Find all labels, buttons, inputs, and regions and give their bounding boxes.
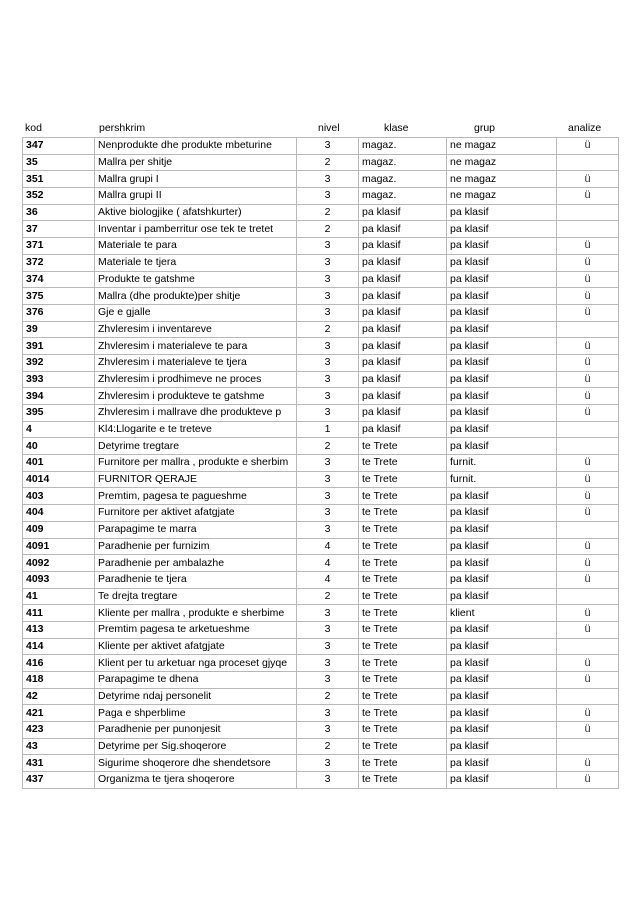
cell-kod: 41 bbox=[23, 588, 95, 605]
cell-kod: 37 bbox=[23, 221, 95, 238]
table-row bbox=[23, 521, 619, 538]
cell-nivel: 3 bbox=[297, 772, 359, 789]
cell-pershkrim: Gje e gjalle bbox=[95, 304, 297, 321]
table-row bbox=[23, 471, 619, 488]
table-row bbox=[23, 655, 619, 672]
cell-analize: ü bbox=[557, 655, 619, 672]
cell-analize: ü bbox=[557, 538, 619, 555]
cell-klase: pa klasif bbox=[359, 254, 447, 271]
cell-grup: pa klasif bbox=[447, 254, 557, 271]
cell-nivel: 2 bbox=[297, 321, 359, 338]
cell-grup: pa klasif bbox=[447, 722, 557, 739]
cell-kod: 409 bbox=[23, 521, 95, 538]
cell-kod: 423 bbox=[23, 722, 95, 739]
cell-nivel: 3 bbox=[297, 722, 359, 739]
cell-klase: te Trete bbox=[359, 605, 447, 622]
cell-pershkrim: Premtim, pagesa te pagueshme bbox=[95, 488, 297, 505]
cell-klase: te Trete bbox=[359, 538, 447, 555]
cell-klase: pa klasif bbox=[359, 405, 447, 422]
cell-analize: ü bbox=[557, 138, 619, 155]
table-row bbox=[23, 288, 619, 305]
table-row bbox=[23, 571, 619, 588]
cell-kod: 371 bbox=[23, 238, 95, 255]
cell-grup: pa klasif bbox=[447, 672, 557, 689]
cell-nivel: 3 bbox=[297, 621, 359, 638]
cell-pershkrim: Inventar i pamberritur ose tek te tretet bbox=[95, 221, 297, 238]
cell-analize: ü bbox=[557, 488, 619, 505]
cell-nivel: 4 bbox=[297, 555, 359, 572]
cell-nivel: 3 bbox=[297, 354, 359, 371]
cell-kod: 416 bbox=[23, 655, 95, 672]
cell-kod: 411 bbox=[23, 605, 95, 622]
cell-analize bbox=[557, 521, 619, 538]
cell-analize: ü bbox=[557, 621, 619, 638]
table-row bbox=[23, 254, 619, 271]
cell-grup: pa klasif bbox=[447, 655, 557, 672]
cell-grup: ne magaz bbox=[447, 188, 557, 205]
cell-nivel: 3 bbox=[297, 254, 359, 271]
table-row bbox=[23, 421, 619, 438]
cell-analize bbox=[557, 221, 619, 238]
cell-analize bbox=[557, 588, 619, 605]
accounts-table bbox=[22, 137, 619, 789]
cell-klase: te Trete bbox=[359, 438, 447, 455]
cell-kod: 42 bbox=[23, 688, 95, 705]
table-row bbox=[23, 221, 619, 238]
cell-nivel: 2 bbox=[297, 738, 359, 755]
cell-grup: pa klasif bbox=[447, 421, 557, 438]
cell-kod: 39 bbox=[23, 321, 95, 338]
cell-pershkrim: Aktive biologjike ( afatshkurter) bbox=[95, 204, 297, 221]
cell-analize: ü bbox=[557, 254, 619, 271]
cell-pershkrim: Paradhenie per ambalazhe bbox=[95, 555, 297, 572]
cell-grup: furnit. bbox=[447, 471, 557, 488]
cell-pershkrim: Mallra per shitje bbox=[95, 154, 297, 171]
cell-kod: 414 bbox=[23, 638, 95, 655]
cell-nivel: 3 bbox=[297, 138, 359, 155]
cell-kod: 351 bbox=[23, 171, 95, 188]
cell-klase: te Trete bbox=[359, 621, 447, 638]
table-row bbox=[23, 438, 619, 455]
cell-pershkrim: Produkte te gatshme bbox=[95, 271, 297, 288]
cell-analize: ü bbox=[557, 455, 619, 472]
cell-kod: 4091 bbox=[23, 538, 95, 555]
cell-pershkrim: Premtim pagesa te arketueshme bbox=[95, 621, 297, 638]
table-row bbox=[23, 688, 619, 705]
cell-nivel: 3 bbox=[297, 605, 359, 622]
cell-nivel: 1 bbox=[297, 421, 359, 438]
cell-nivel: 4 bbox=[297, 538, 359, 555]
table-row bbox=[23, 138, 619, 155]
cell-klase: magaz. bbox=[359, 171, 447, 188]
cell-klase: te Trete bbox=[359, 688, 447, 705]
cell-kod: 376 bbox=[23, 304, 95, 321]
table-row bbox=[23, 204, 619, 221]
cell-kod: 40 bbox=[23, 438, 95, 455]
cell-pershkrim: Zhvleresim i materialeve te tjera bbox=[95, 354, 297, 371]
cell-nivel: 3 bbox=[297, 188, 359, 205]
table-row bbox=[23, 371, 619, 388]
cell-analize: ü bbox=[557, 722, 619, 739]
cell-pershkrim: Zhvleresim i prodhimeve ne proces bbox=[95, 371, 297, 388]
cell-pershkrim: Furnitore per mallra , produkte e sherbim bbox=[95, 455, 297, 472]
cell-klase: pa klasif bbox=[359, 354, 447, 371]
cell-grup: pa klasif bbox=[447, 638, 557, 655]
header-pershkrim: pershkrim bbox=[99, 122, 146, 134]
cell-klase: pa klasif bbox=[359, 371, 447, 388]
cell-grup: pa klasif bbox=[447, 388, 557, 405]
cell-analize: ü bbox=[557, 354, 619, 371]
cell-klase: pa klasif bbox=[359, 238, 447, 255]
header-grup: grup bbox=[474, 122, 496, 134]
cell-analize: ü bbox=[557, 672, 619, 689]
cell-pershkrim: Paga e shperblime bbox=[95, 705, 297, 722]
cell-pershkrim: Zhvleresim i materialeve te para bbox=[95, 338, 297, 355]
cell-analize: ü bbox=[557, 505, 619, 522]
cell-klase: te Trete bbox=[359, 455, 447, 472]
table-row bbox=[23, 505, 619, 522]
cell-nivel: 3 bbox=[297, 488, 359, 505]
cell-klase: te Trete bbox=[359, 571, 447, 588]
cell-nivel: 2 bbox=[297, 688, 359, 705]
header-kod: kod bbox=[25, 122, 42, 134]
cell-grup: pa klasif bbox=[447, 688, 557, 705]
cell-klase: te Trete bbox=[359, 588, 447, 605]
table-row bbox=[23, 722, 619, 739]
cell-kod: 401 bbox=[23, 455, 95, 472]
cell-grup: pa klasif bbox=[447, 738, 557, 755]
table-row bbox=[23, 271, 619, 288]
cell-nivel: 3 bbox=[297, 638, 359, 655]
table-row bbox=[23, 538, 619, 555]
table-row bbox=[23, 304, 619, 321]
cell-klase: te Trete bbox=[359, 555, 447, 572]
cell-pershkrim: Mallra grupi I bbox=[95, 171, 297, 188]
cell-nivel: 2 bbox=[297, 588, 359, 605]
cell-nivel: 2 bbox=[297, 221, 359, 238]
cell-kod: 375 bbox=[23, 288, 95, 305]
cell-nivel: 3 bbox=[297, 705, 359, 722]
cell-pershkrim: Klient per tu arketuar nga proceset gjyqe bbox=[95, 655, 297, 672]
cell-nivel: 3 bbox=[297, 304, 359, 321]
cell-kod: 403 bbox=[23, 488, 95, 505]
cell-grup: pa klasif bbox=[447, 221, 557, 238]
cell-kod: 374 bbox=[23, 271, 95, 288]
cell-nivel: 3 bbox=[297, 371, 359, 388]
table-row bbox=[23, 705, 619, 722]
cell-nivel: 3 bbox=[297, 288, 359, 305]
cell-analize: ü bbox=[557, 772, 619, 789]
table-row bbox=[23, 672, 619, 689]
cell-klase: pa klasif bbox=[359, 321, 447, 338]
cell-analize: ü bbox=[557, 271, 619, 288]
cell-kod: 4093 bbox=[23, 571, 95, 588]
cell-kod: 394 bbox=[23, 388, 95, 405]
cell-pershkrim: Zhvleresim i mallrave dhe produkteve p bbox=[95, 405, 297, 422]
cell-pershkrim: Mallra (dhe produkte)per shitje bbox=[95, 288, 297, 305]
cell-kod: 4092 bbox=[23, 555, 95, 572]
cell-nivel: 4 bbox=[297, 571, 359, 588]
cell-pershkrim: Mallra grupi II bbox=[95, 188, 297, 205]
cell-klase: magaz. bbox=[359, 188, 447, 205]
header-row bbox=[22, 120, 618, 137]
cell-analize: ü bbox=[557, 705, 619, 722]
table-row bbox=[23, 621, 619, 638]
cell-pershkrim: Organizma te tjera shoqerore bbox=[95, 772, 297, 789]
cell-kod: 43 bbox=[23, 738, 95, 755]
cell-klase: pa klasif bbox=[359, 338, 447, 355]
cell-klase: pa klasif bbox=[359, 221, 447, 238]
cell-analize: ü bbox=[557, 338, 619, 355]
cell-klase: pa klasif bbox=[359, 421, 447, 438]
header-analize: analize bbox=[568, 122, 602, 134]
cell-grup: pa klasif bbox=[447, 238, 557, 255]
table-row bbox=[23, 171, 619, 188]
cell-nivel: 3 bbox=[297, 655, 359, 672]
cell-grup: pa klasif bbox=[447, 271, 557, 288]
cell-klase: pa klasif bbox=[359, 288, 447, 305]
cell-pershkrim: Detyrime tregtare bbox=[95, 438, 297, 455]
cell-grup: pa klasif bbox=[447, 588, 557, 605]
cell-klase: te Trete bbox=[359, 672, 447, 689]
cell-grup: pa klasif bbox=[447, 705, 557, 722]
cell-pershkrim: Sigurime shoqerore dhe shendetsore bbox=[95, 755, 297, 772]
cell-analize bbox=[557, 738, 619, 755]
cell-analize bbox=[557, 638, 619, 655]
cell-analize: ü bbox=[557, 471, 619, 488]
cell-grup: pa klasif bbox=[447, 304, 557, 321]
table-body bbox=[23, 138, 619, 789]
cell-grup: ne magaz bbox=[447, 138, 557, 155]
cell-nivel: 3 bbox=[297, 672, 359, 689]
cell-nivel: 2 bbox=[297, 204, 359, 221]
cell-kod: 418 bbox=[23, 672, 95, 689]
cell-analize bbox=[557, 204, 619, 221]
cell-analize: ü bbox=[557, 238, 619, 255]
cell-analize bbox=[557, 438, 619, 455]
cell-pershkrim: Paradhenie per furnizim bbox=[95, 538, 297, 555]
cell-klase: te Trete bbox=[359, 755, 447, 772]
cell-klase: magaz. bbox=[359, 138, 447, 155]
cell-klase: te Trete bbox=[359, 505, 447, 522]
cell-analize bbox=[557, 321, 619, 338]
cell-kod: 404 bbox=[23, 505, 95, 522]
cell-kod: 391 bbox=[23, 338, 95, 355]
cell-pershkrim: Parapagime te marra bbox=[95, 521, 297, 538]
cell-kod: 35 bbox=[23, 154, 95, 171]
cell-grup: pa klasif bbox=[447, 204, 557, 221]
cell-nivel: 3 bbox=[297, 238, 359, 255]
cell-grup: pa klasif bbox=[447, 371, 557, 388]
cell-analize: ü bbox=[557, 371, 619, 388]
cell-grup: pa klasif bbox=[447, 405, 557, 422]
cell-klase: te Trete bbox=[359, 638, 447, 655]
cell-kod: 393 bbox=[23, 371, 95, 388]
header-nivel: nivel bbox=[318, 122, 340, 134]
table-row bbox=[23, 772, 619, 789]
table-row bbox=[23, 238, 619, 255]
cell-analize: ü bbox=[557, 555, 619, 572]
cell-analize bbox=[557, 688, 619, 705]
table-row bbox=[23, 638, 619, 655]
cell-pershkrim: Paradhenie te tjera bbox=[95, 571, 297, 588]
cell-analize: ü bbox=[557, 605, 619, 622]
cell-klase: pa klasif bbox=[359, 388, 447, 405]
cell-nivel: 3 bbox=[297, 755, 359, 772]
cell-analize: ü bbox=[557, 405, 619, 422]
cell-kod: 372 bbox=[23, 254, 95, 271]
cell-grup: furnit. bbox=[447, 455, 557, 472]
cell-grup: klient bbox=[447, 605, 557, 622]
cell-pershkrim: FURNITOR QERAJE bbox=[95, 471, 297, 488]
cell-kod: 36 bbox=[23, 204, 95, 221]
cell-kod: 395 bbox=[23, 405, 95, 422]
table-row bbox=[23, 154, 619, 171]
cell-pershkrim: Kl4:Llogarite e te treteve bbox=[95, 421, 297, 438]
cell-pershkrim: Parapagime te dhena bbox=[95, 672, 297, 689]
cell-klase: te Trete bbox=[359, 722, 447, 739]
cell-grup: pa klasif bbox=[447, 354, 557, 371]
cell-grup: pa klasif bbox=[447, 438, 557, 455]
cell-pershkrim: Kliente per mallra , produkte e sherbime bbox=[95, 605, 297, 622]
cell-analize: ü bbox=[557, 571, 619, 588]
cell-grup: pa klasif bbox=[447, 521, 557, 538]
cell-pershkrim: Zhvleresim i produkteve te gatshme bbox=[95, 388, 297, 405]
cell-analize bbox=[557, 154, 619, 171]
cell-grup: pa klasif bbox=[447, 538, 557, 555]
cell-klase: te Trete bbox=[359, 655, 447, 672]
cell-pershkrim: Materiale te tjera bbox=[95, 254, 297, 271]
table-row bbox=[23, 738, 619, 755]
table-row bbox=[23, 588, 619, 605]
cell-nivel: 3 bbox=[297, 455, 359, 472]
cell-nivel: 3 bbox=[297, 405, 359, 422]
cell-pershkrim: Kliente per aktivet afatgjate bbox=[95, 638, 297, 655]
cell-grup: pa klasif bbox=[447, 755, 557, 772]
table-row bbox=[23, 755, 619, 772]
cell-grup: ne magaz bbox=[447, 171, 557, 188]
cell-kod: 392 bbox=[23, 354, 95, 371]
cell-analize: ü bbox=[557, 188, 619, 205]
cell-nivel: 3 bbox=[297, 505, 359, 522]
cell-grup: pa klasif bbox=[447, 571, 557, 588]
cell-kod: 437 bbox=[23, 772, 95, 789]
cell-pershkrim: Nenprodukte dhe produkte mbeturine bbox=[95, 138, 297, 155]
cell-analize: ü bbox=[557, 304, 619, 321]
table-row bbox=[23, 388, 619, 405]
cell-pershkrim: Zhvleresim i inventareve bbox=[95, 321, 297, 338]
cell-pershkrim: Furnitore per aktivet afatgjate bbox=[95, 505, 297, 522]
table-row bbox=[23, 321, 619, 338]
cell-klase: magaz. bbox=[359, 154, 447, 171]
table-row bbox=[23, 555, 619, 572]
cell-pershkrim: Paradhenie per punonjesit bbox=[95, 722, 297, 739]
cell-klase: te Trete bbox=[359, 488, 447, 505]
cell-grup: pa klasif bbox=[447, 505, 557, 522]
cell-grup: pa klasif bbox=[447, 288, 557, 305]
cell-kod: 421 bbox=[23, 705, 95, 722]
cell-kod: 4 bbox=[23, 421, 95, 438]
table-row bbox=[23, 488, 619, 505]
cell-pershkrim: Materiale te para bbox=[95, 238, 297, 255]
cell-nivel: 2 bbox=[297, 438, 359, 455]
cell-analize: ü bbox=[557, 388, 619, 405]
accounts-sheet bbox=[22, 120, 618, 789]
table-row bbox=[23, 405, 619, 422]
table-row bbox=[23, 455, 619, 472]
cell-klase: te Trete bbox=[359, 471, 447, 488]
table-row bbox=[23, 354, 619, 371]
cell-grup: pa klasif bbox=[447, 488, 557, 505]
cell-kod: 4014 bbox=[23, 471, 95, 488]
header-klase: klase bbox=[384, 122, 409, 134]
cell-klase: te Trete bbox=[359, 772, 447, 789]
cell-klase: pa klasif bbox=[359, 271, 447, 288]
cell-analize bbox=[557, 421, 619, 438]
cell-klase: te Trete bbox=[359, 705, 447, 722]
cell-pershkrim: Detyrime per Sig.shoqerore bbox=[95, 738, 297, 755]
cell-nivel: 3 bbox=[297, 388, 359, 405]
table-row bbox=[23, 605, 619, 622]
cell-klase: pa klasif bbox=[359, 204, 447, 221]
table-row bbox=[23, 188, 619, 205]
cell-nivel: 3 bbox=[297, 271, 359, 288]
cell-klase: pa klasif bbox=[359, 304, 447, 321]
cell-grup: pa klasif bbox=[447, 621, 557, 638]
cell-nivel: 3 bbox=[297, 521, 359, 538]
cell-kod: 413 bbox=[23, 621, 95, 638]
table-row bbox=[23, 338, 619, 355]
cell-grup: ne magaz bbox=[447, 154, 557, 171]
cell-pershkrim: Detyrime ndaj personelit bbox=[95, 688, 297, 705]
cell-klase: te Trete bbox=[359, 521, 447, 538]
cell-grup: pa klasif bbox=[447, 772, 557, 789]
cell-klase: te Trete bbox=[359, 738, 447, 755]
cell-nivel: 3 bbox=[297, 171, 359, 188]
cell-kod: 352 bbox=[23, 188, 95, 205]
cell-kod: 431 bbox=[23, 755, 95, 772]
cell-grup: pa klasif bbox=[447, 338, 557, 355]
cell-nivel: 2 bbox=[297, 154, 359, 171]
cell-analize: ü bbox=[557, 755, 619, 772]
cell-grup: pa klasif bbox=[447, 321, 557, 338]
cell-kod: 347 bbox=[23, 138, 95, 155]
cell-nivel: 3 bbox=[297, 471, 359, 488]
cell-analize: ü bbox=[557, 288, 619, 305]
cell-pershkrim: Te drejta tregtare bbox=[95, 588, 297, 605]
cell-nivel: 3 bbox=[297, 338, 359, 355]
cell-grup: pa klasif bbox=[447, 555, 557, 572]
cell-analize: ü bbox=[557, 171, 619, 188]
